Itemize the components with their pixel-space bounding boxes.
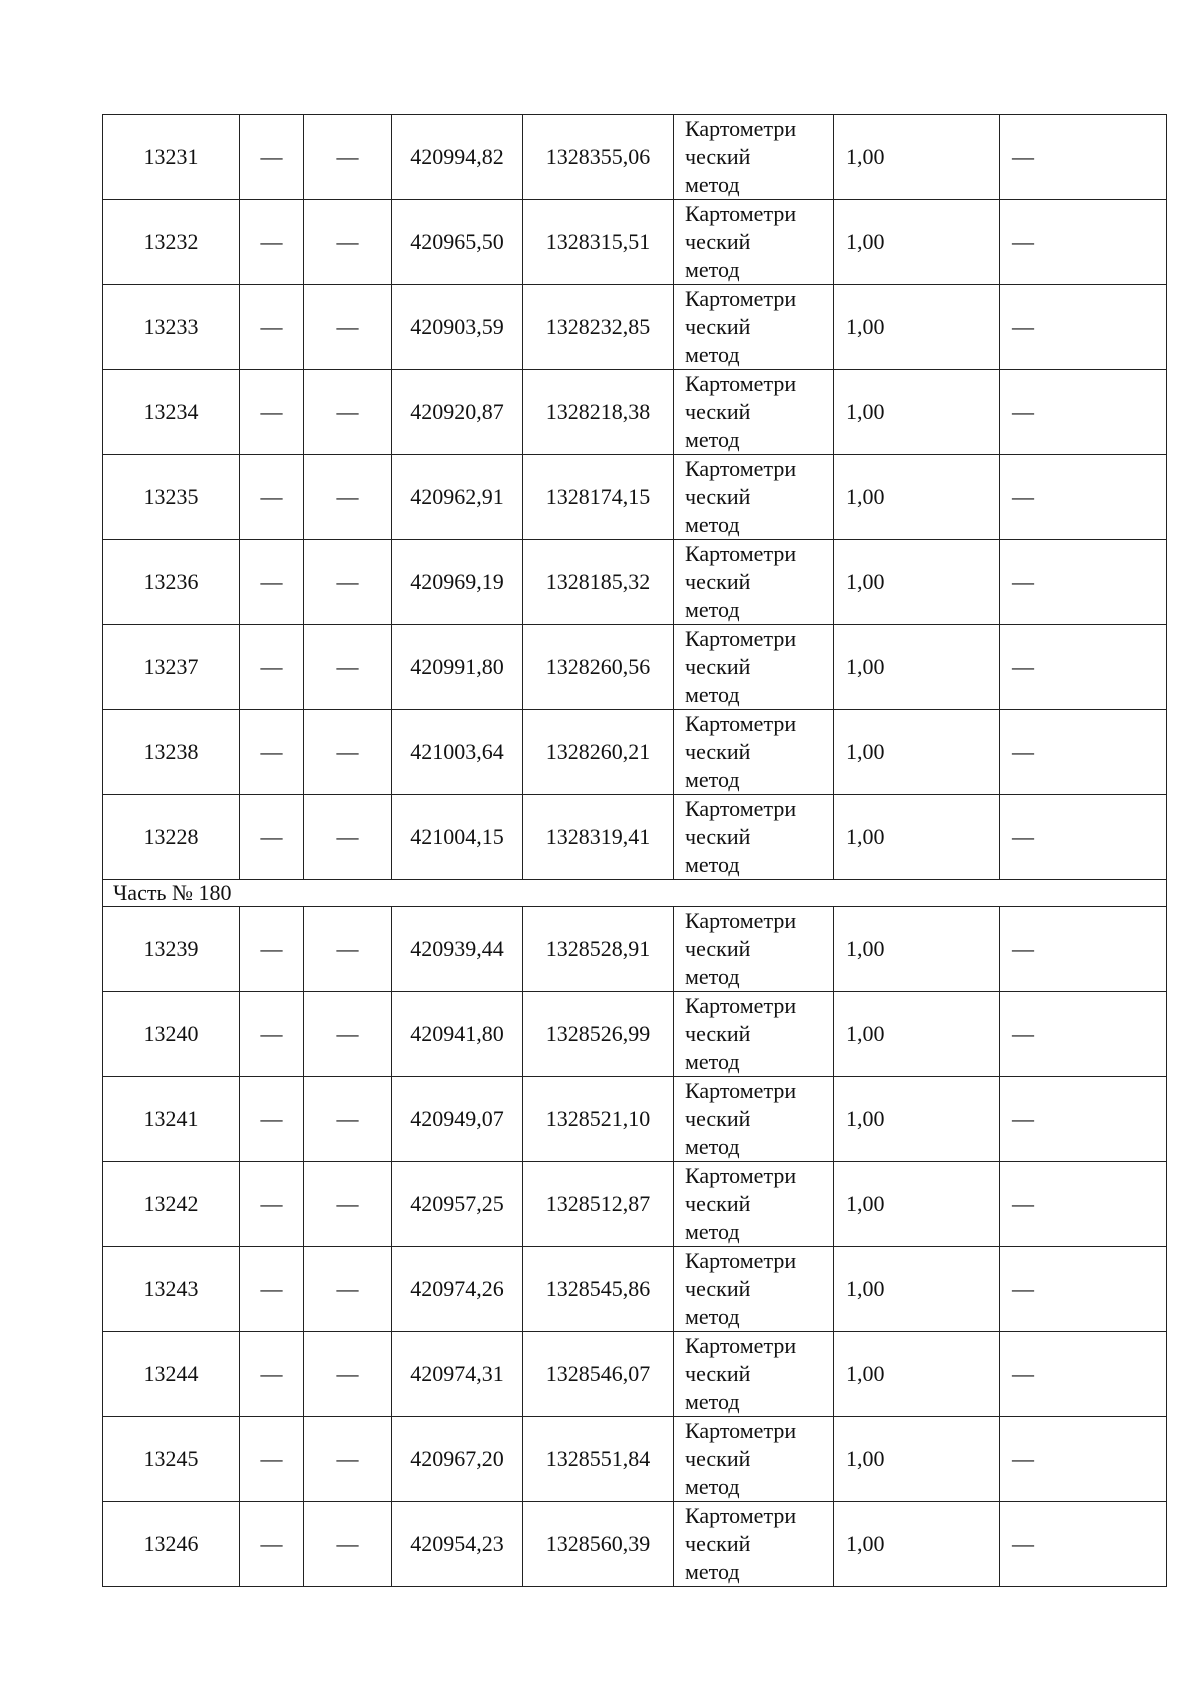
method-cell [674,370,834,455]
description-cell: — [1000,907,1167,992]
x-coordinate-cell: 420941,80 [392,992,523,1077]
empty-dash-cell: — [304,1077,392,1162]
method-text-line: Картометри [685,908,797,933]
description-cell: — [1000,1417,1167,1502]
y-coordinate-cell: 1328521,10 [523,1077,674,1162]
coordinates-table [102,114,1167,1587]
description-cell: — [1000,625,1167,710]
method-text-line: ческий [685,1361,751,1386]
x-coordinate-cell: 420969,19 [392,540,523,625]
method-text-line: Картометри [685,286,797,311]
method-cell [674,992,834,1077]
method-text-line: Картометри [685,1163,797,1188]
x-coordinate-cell: 420974,31 [392,1332,523,1417]
accuracy-cell: 1,00 [834,1502,1000,1587]
method-text-line: Картометри [685,1078,797,1103]
method-text-line: ческий [685,1276,751,1301]
method-text-line: метод [685,1389,740,1414]
table-row [103,370,1167,455]
point-number-cell: 13242 [103,1162,240,1247]
point-number-cell: 13240 [103,992,240,1077]
description-cell: — [1000,370,1167,455]
empty-dash-cell: — [304,455,392,540]
empty-dash-cell: — [240,1077,304,1162]
description-cell: — [1000,1077,1167,1162]
empty-dash-cell: — [240,455,304,540]
method-cell [674,907,834,992]
method-text-line: метод [685,964,740,989]
table-row [103,625,1167,710]
method-cell [674,455,834,540]
empty-dash-cell: — [240,370,304,455]
empty-dash-cell: — [304,370,392,455]
method-cell [674,1417,834,1502]
method-text-line: ческий [685,399,751,424]
method-cell [674,1502,834,1587]
point-number-cell: 13241 [103,1077,240,1162]
method-cell [674,795,834,880]
section-label: Часть № 180 [103,880,1167,907]
table-row [103,907,1167,992]
empty-dash-cell: — [304,540,392,625]
method-cell [674,540,834,625]
method-text-line: Картометри [685,1333,797,1358]
point-number-cell: 13237 [103,625,240,710]
method-text-line: метод [685,1219,740,1244]
x-coordinate-cell: 420920,87 [392,370,523,455]
point-number-cell: 13246 [103,1502,240,1587]
accuracy-cell: 1,00 [834,285,1000,370]
description-cell: — [1000,1502,1167,1587]
method-text-line: ческий [685,936,751,961]
method-text-line: Картометри [685,1248,797,1273]
description-cell: — [1000,200,1167,285]
method-text-line: ческий [685,1106,751,1131]
x-coordinate-cell: 420974,26 [392,1247,523,1332]
empty-dash-cell: — [304,795,392,880]
description-cell: — [1000,1162,1167,1247]
empty-dash-cell: — [240,200,304,285]
accuracy-cell: 1,00 [834,540,1000,625]
method-text-line: метод [685,1559,740,1584]
description-cell: — [1000,795,1167,880]
empty-dash-cell: — [240,115,304,200]
point-number-cell: 13238 [103,710,240,795]
accuracy-cell: 1,00 [834,1162,1000,1247]
table-row [103,710,1167,795]
empty-dash-cell: — [304,200,392,285]
x-coordinate-cell: 420903,59 [392,285,523,370]
accuracy-cell: 1,00 [834,1417,1000,1502]
empty-dash-cell: — [304,1502,392,1587]
method-cell [674,285,834,370]
empty-dash-cell: — [240,625,304,710]
point-number-cell: 13236 [103,540,240,625]
empty-dash-cell: — [240,1332,304,1417]
method-cell [674,625,834,710]
point-number-cell: 13233 [103,285,240,370]
y-coordinate-cell: 1328528,91 [523,907,674,992]
description-cell: — [1000,1247,1167,1332]
method-text-line: ческий [685,654,751,679]
empty-dash-cell: — [304,1332,392,1417]
accuracy-cell: 1,00 [834,907,1000,992]
method-text-line: ческий [685,314,751,339]
method-text-line: метод [685,597,740,622]
point-number-cell: 13228 [103,795,240,880]
description-cell: — [1000,710,1167,795]
method-text-line: метод [685,172,740,197]
method-text-line: ческий [685,1446,751,1471]
table-row [103,992,1167,1077]
y-coordinate-cell: 1328232,85 [523,285,674,370]
description-cell: — [1000,1332,1167,1417]
table-row [103,795,1167,880]
method-text-line: ческий [685,229,751,254]
empty-dash-cell: — [240,1502,304,1587]
y-coordinate-cell: 1328545,86 [523,1247,674,1332]
empty-dash-cell: — [304,625,392,710]
empty-dash-cell: — [240,710,304,795]
table-row [103,285,1167,370]
empty-dash-cell: — [304,1162,392,1247]
description-cell: — [1000,540,1167,625]
method-cell [674,1247,834,1332]
y-coordinate-cell: 1328260,56 [523,625,674,710]
section-header-row [103,880,1167,907]
accuracy-cell: 1,00 [834,115,1000,200]
table-row [103,540,1167,625]
method-text-line: Картометри [685,201,797,226]
method-cell [674,710,834,795]
method-text-line: метод [685,1134,740,1159]
x-coordinate-cell: 420962,91 [392,455,523,540]
y-coordinate-cell: 1328355,06 [523,115,674,200]
point-number-cell: 13235 [103,455,240,540]
accuracy-cell: 1,00 [834,992,1000,1077]
accuracy-cell: 1,00 [834,1247,1000,1332]
method-text-line: метод [685,852,740,877]
method-text-line: ческий [685,739,751,764]
empty-dash-cell: — [240,1162,304,1247]
description-cell: — [1000,115,1167,200]
y-coordinate-cell: 1328174,15 [523,455,674,540]
method-text-line: Картометри [685,371,797,396]
accuracy-cell: 1,00 [834,455,1000,540]
accuracy-cell: 1,00 [834,370,1000,455]
point-number-cell: 13234 [103,370,240,455]
empty-dash-cell: — [304,285,392,370]
description-cell: — [1000,455,1167,540]
x-coordinate-cell: 421003,64 [392,710,523,795]
empty-dash-cell: — [240,992,304,1077]
method-text-line: Картометри [685,993,797,1018]
y-coordinate-cell: 1328315,51 [523,200,674,285]
y-coordinate-cell: 1328319,41 [523,795,674,880]
x-coordinate-cell: 420954,23 [392,1502,523,1587]
y-coordinate-cell: 1328546,07 [523,1332,674,1417]
empty-dash-cell: — [304,710,392,795]
method-cell [674,200,834,285]
method-cell [674,1077,834,1162]
accuracy-cell: 1,00 [834,200,1000,285]
method-text-line: метод [685,257,740,282]
method-text-line: ческий [685,824,751,849]
point-number-cell: 13243 [103,1247,240,1332]
y-coordinate-cell: 1328185,32 [523,540,674,625]
x-coordinate-cell: 420949,07 [392,1077,523,1162]
accuracy-cell: 1,00 [834,625,1000,710]
empty-dash-cell: — [240,795,304,880]
method-text-line: Картометри [685,711,797,736]
x-coordinate-cell: 420991,80 [392,625,523,710]
point-number-cell: 13232 [103,200,240,285]
table-row [103,1417,1167,1502]
table-row [103,115,1167,200]
empty-dash-cell: — [240,285,304,370]
accuracy-cell: 1,00 [834,1332,1000,1417]
accuracy-cell: 1,00 [834,795,1000,880]
point-number-cell: 13245 [103,1417,240,1502]
description-cell: — [1000,285,1167,370]
accuracy-cell: 1,00 [834,1077,1000,1162]
method-text-line: метод [685,1474,740,1499]
y-coordinate-cell: 1328551,84 [523,1417,674,1502]
x-coordinate-cell: 421004,15 [392,795,523,880]
method-text-line: ческий [685,484,751,509]
empty-dash-cell: — [304,1247,392,1332]
table-row [103,200,1167,285]
description-cell: — [1000,992,1167,1077]
y-coordinate-cell: 1328260,21 [523,710,674,795]
y-coordinate-cell: 1328560,39 [523,1502,674,1587]
x-coordinate-cell: 420965,50 [392,200,523,285]
method-text-line: ческий [685,1191,751,1216]
method-text-line: Картометри [685,796,797,821]
empty-dash-cell: — [240,540,304,625]
method-text-line: ческий [685,569,751,594]
method-text-line: Картометри [685,541,797,566]
point-number-cell: 13244 [103,1332,240,1417]
method-cell [674,1332,834,1417]
accuracy-cell: 1,00 [834,710,1000,795]
method-text-line: Картометри [685,116,797,141]
method-text-line: Картометри [685,456,797,481]
table-row [103,1162,1167,1247]
method-text-line: Картометри [685,1503,797,1528]
method-text-line: ческий [685,1021,751,1046]
x-coordinate-cell: 420957,25 [392,1162,523,1247]
method-text-line: ческий [685,144,751,169]
point-number-cell: 13239 [103,907,240,992]
empty-dash-cell: — [304,1417,392,1502]
point-number-cell: 13231 [103,115,240,200]
x-coordinate-cell: 420939,44 [392,907,523,992]
y-coordinate-cell: 1328218,38 [523,370,674,455]
method-text-line: метод [685,682,740,707]
empty-dash-cell: — [304,992,392,1077]
method-cell [674,1162,834,1247]
method-text-line: метод [685,1304,740,1329]
empty-dash-cell: — [304,115,392,200]
x-coordinate-cell: 420994,82 [392,115,523,200]
table-row [103,1077,1167,1162]
method-text-line: метод [685,342,740,367]
method-text-line: метод [685,427,740,452]
table-row [103,1332,1167,1417]
table-row [103,1502,1167,1587]
method-text-line: ческий [685,1531,751,1556]
method-text-line: Картометри [685,626,797,651]
method-text-line: метод [685,512,740,537]
empty-dash-cell: — [240,1247,304,1332]
table-row [103,1247,1167,1332]
empty-dash-cell: — [304,907,392,992]
empty-dash-cell: — [240,907,304,992]
method-text-line: Картометри [685,1418,797,1443]
method-text-line: метод [685,1049,740,1074]
method-text-line: метод [685,767,740,792]
table-row [103,455,1167,540]
method-cell [674,115,834,200]
table-body [103,115,1167,1587]
y-coordinate-cell: 1328526,99 [523,992,674,1077]
y-coordinate-cell: 1328512,87 [523,1162,674,1247]
empty-dash-cell: — [240,1417,304,1502]
x-coordinate-cell: 420967,20 [392,1417,523,1502]
